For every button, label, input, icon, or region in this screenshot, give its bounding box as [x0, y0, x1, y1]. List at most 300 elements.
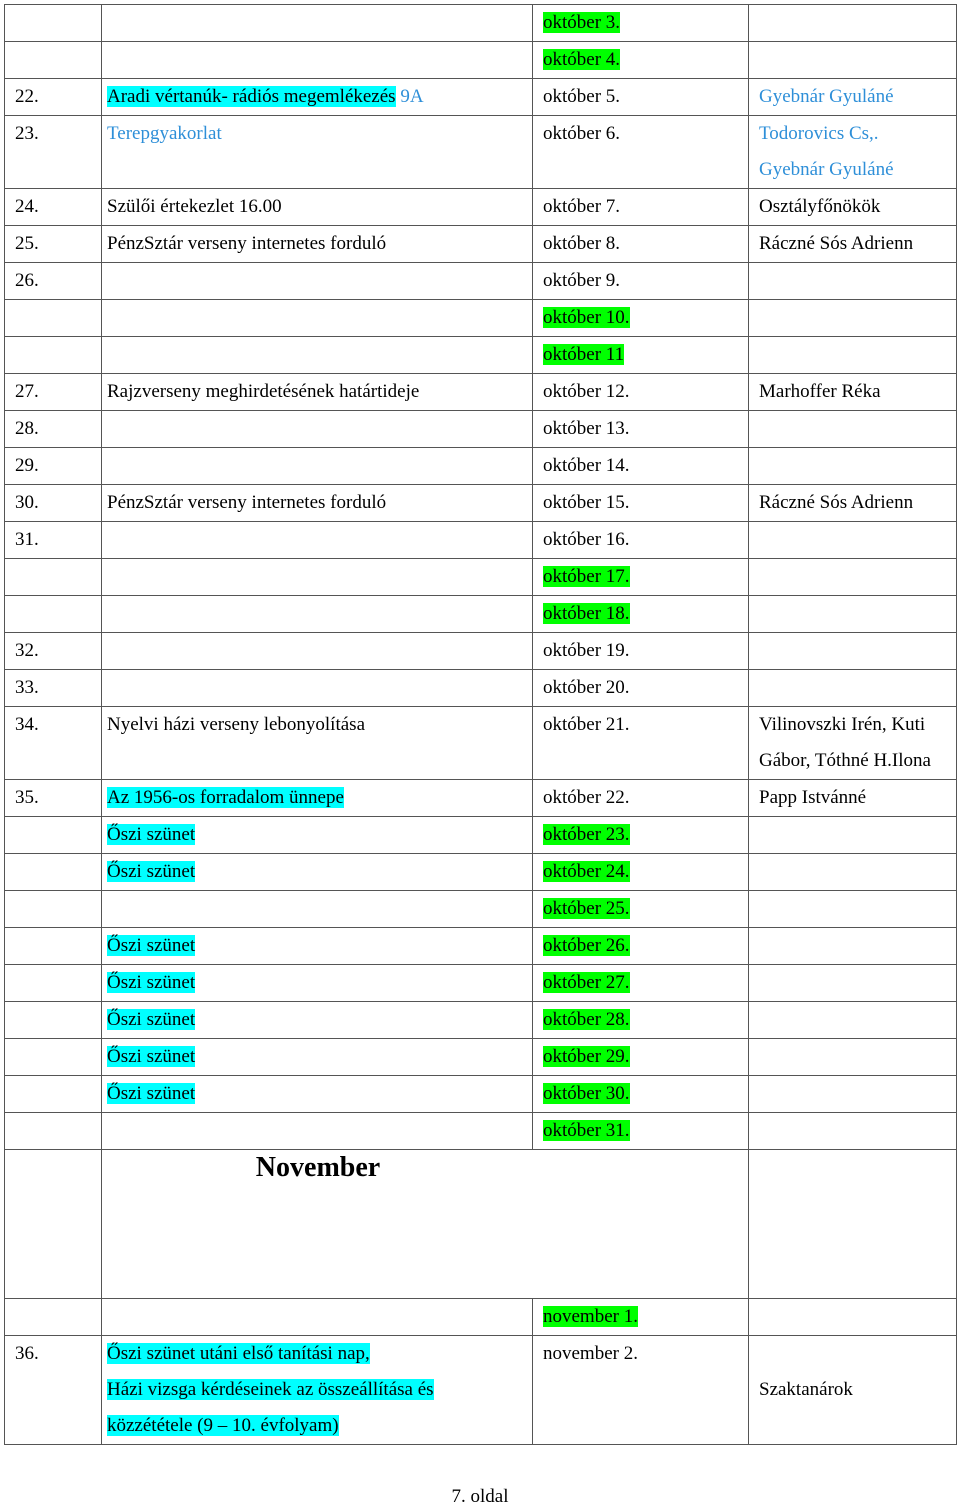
table-row — [5, 1113, 957, 1150]
date-text: október 15. — [543, 492, 630, 513]
date-text: október 10. — [543, 307, 630, 328]
date-text: október 27. — [543, 972, 630, 993]
row-event-line — [107, 42, 524, 78]
row-number — [5, 374, 102, 411]
row-event-line — [107, 1002, 524, 1038]
row-event-line — [107, 559, 524, 595]
row-event-line — [107, 670, 524, 706]
row-responsible — [749, 448, 957, 485]
row-number — [5, 965, 102, 1002]
row-date — [533, 189, 749, 226]
date-text: október 26. — [543, 935, 630, 956]
row-date-line — [543, 263, 740, 299]
row-event-line — [107, 226, 524, 262]
event-text: Őszi szünet — [107, 1046, 196, 1067]
table-row — [5, 891, 957, 928]
table-row — [5, 596, 957, 633]
row-number — [5, 891, 102, 928]
row-number — [5, 522, 102, 559]
row-date-line — [543, 5, 740, 41]
row-number — [5, 300, 102, 337]
row-date — [533, 670, 749, 707]
table-row — [5, 780, 957, 817]
table-row — [5, 670, 957, 707]
date-text: október 7. — [543, 196, 621, 217]
row-number-text: 35. — [15, 787, 39, 808]
row-responsible — [749, 226, 957, 263]
row-date-line — [543, 79, 740, 115]
row-responsible — [749, 1076, 957, 1113]
row-event-line — [107, 263, 524, 299]
row-responsible — [749, 522, 957, 559]
page-number: 7. oldal — [451, 1486, 509, 1507]
table-row — [5, 1299, 957, 1336]
row-event-line — [107, 116, 524, 152]
responsible-text: Ráczné Sós Adrienn — [759, 233, 914, 254]
row-event — [102, 448, 533, 485]
row-number-text — [15, 1002, 93, 1038]
row-event-line — [107, 1299, 524, 1335]
responsible-text: Gyebnár Gyuláné — [759, 86, 894, 107]
row-responsible — [749, 300, 957, 337]
row-date — [533, 1039, 749, 1076]
row-responsible — [749, 707, 957, 780]
row-event — [102, 226, 533, 263]
row-responsible — [749, 670, 957, 707]
row-event-line — [107, 411, 524, 447]
responsible-text-2: Gyebnár Gyuláné — [759, 159, 894, 180]
responsible-text — [759, 928, 948, 964]
row-event — [102, 263, 533, 300]
row-number — [5, 707, 102, 780]
responsible-text — [759, 891, 948, 927]
row-number — [5, 1002, 102, 1039]
row-date-line — [543, 965, 740, 1001]
row-number — [5, 1039, 102, 1076]
responsible-text: Ráczné Sós Adrienn — [759, 492, 914, 513]
row-event — [102, 522, 533, 559]
row-number-text: 22. — [15, 86, 39, 107]
event-line-3: közzététele (9 – 10. évfolyam) — [107, 1415, 339, 1436]
row-number-text: 29. — [15, 455, 39, 476]
table-row — [5, 1150, 957, 1299]
date-text: október 29. — [543, 1046, 630, 1067]
row-event — [102, 633, 533, 670]
row-number-text: 32. — [15, 640, 39, 661]
row-number — [5, 5, 102, 42]
row-date-line — [543, 707, 740, 743]
responsible-text — [759, 411, 948, 447]
row-responsible — [749, 965, 957, 1002]
row-date-line — [543, 374, 740, 410]
month-title: November — [255, 1152, 381, 1183]
row-number-text: 34. — [15, 714, 39, 735]
table-row — [5, 226, 957, 263]
row-date-line — [543, 522, 740, 558]
table-row — [5, 337, 957, 374]
responsible-text — [759, 965, 948, 1001]
date-text: október 23. — [543, 824, 630, 845]
date-text: október 3. — [543, 12, 621, 33]
row-event-line — [107, 891, 524, 927]
row-event-line — [107, 633, 524, 669]
row-number — [5, 1299, 102, 1336]
row-date — [533, 854, 749, 891]
row-date — [533, 596, 749, 633]
row-event — [102, 817, 533, 854]
row-event-line — [107, 485, 524, 521]
row-date — [533, 448, 749, 485]
responsible-text — [759, 854, 948, 890]
row-responsible — [749, 5, 957, 42]
table-row — [5, 817, 957, 854]
table-row — [5, 42, 957, 79]
row-date — [533, 226, 749, 263]
row-event — [102, 780, 533, 817]
event-text: Őszi szünet — [107, 935, 196, 956]
row-date — [533, 263, 749, 300]
date-text: október 30. — [543, 1083, 630, 1104]
row-event-line — [107, 79, 524, 115]
event-class-tag: 9A — [395, 86, 424, 107]
row-responsible — [749, 854, 957, 891]
row-date-line — [543, 189, 740, 225]
row-responsible — [749, 633, 957, 670]
event-text: Őszi szünet — [107, 1083, 196, 1104]
event-text: Rajzverseny meghirdetésének határtideje — [107, 381, 420, 402]
table-row — [5, 965, 957, 1002]
date-text: október 14. — [543, 455, 630, 476]
row-date — [533, 1076, 749, 1113]
row-event-line — [107, 1039, 524, 1075]
row-responsible — [749, 817, 957, 854]
event-text: Terepgyakorlat — [107, 123, 222, 144]
row-date-line — [543, 300, 740, 336]
row-responsible — [749, 596, 957, 633]
row-responsible: Szaktanárok — [749, 1336, 957, 1445]
date-text: október 18. — [543, 603, 630, 624]
event-text: Őszi szünet — [107, 824, 196, 845]
row-responsible — [749, 1113, 957, 1150]
responsible-text — [759, 633, 948, 669]
row-event — [102, 189, 533, 226]
date-text: október 31. — [543, 1120, 630, 1141]
table-row — [5, 79, 957, 116]
row-event-line — [107, 1076, 524, 1112]
row-event — [102, 1299, 533, 1336]
row-date — [533, 5, 749, 42]
row-responsible — [749, 263, 957, 300]
row-date-line — [543, 226, 740, 262]
row-date-line — [543, 337, 740, 373]
date-text: október 20. — [543, 677, 630, 698]
row-number — [5, 854, 102, 891]
row-date-line — [543, 116, 740, 152]
row-date — [533, 485, 749, 522]
responsible-text — [759, 1002, 948, 1038]
row-event — [102, 1113, 533, 1150]
table-row — [5, 263, 957, 300]
row-date — [533, 411, 749, 448]
row-event — [102, 891, 533, 928]
row-number-text — [15, 891, 93, 927]
table-row — [5, 485, 957, 522]
month-header-row — [5, 1150, 957, 1299]
date-text: október 9. — [543, 270, 621, 291]
row-responsible — [749, 1299, 957, 1336]
responsible-text — [759, 817, 948, 853]
row-date-line — [543, 485, 740, 521]
row-event — [102, 965, 533, 1002]
row-responsible — [749, 928, 957, 965]
responsible-text: Papp Istvánné — [759, 787, 867, 808]
row-date — [533, 1113, 749, 1150]
row-date-line — [543, 928, 740, 964]
row-event — [102, 1076, 533, 1113]
responsible-text — [759, 1039, 948, 1075]
row-number — [5, 1076, 102, 1113]
row-date — [533, 79, 749, 116]
row-number — [5, 411, 102, 448]
event-text: Őszi szünet — [107, 1009, 196, 1030]
row-date — [533, 42, 749, 79]
table-row — [5, 448, 957, 485]
month-title-cell — [102, 1150, 749, 1299]
row-number-text: 26. — [15, 270, 39, 291]
row-number-text: 27. — [15, 381, 39, 402]
event-text: PénzSztár verseny internetes forduló — [107, 233, 387, 254]
responsible-text — [759, 5, 948, 41]
row-number-text — [15, 42, 93, 78]
row-responsible — [749, 337, 957, 374]
date-text: november 1. — [543, 1306, 638, 1327]
month-num-cell — [5, 1150, 102, 1299]
row-event — [102, 670, 533, 707]
row-date-line — [543, 1002, 740, 1038]
row-date — [533, 374, 749, 411]
row-date — [533, 817, 749, 854]
date-text: október 6. — [543, 123, 621, 144]
table-row — [5, 116, 957, 189]
table-row — [5, 854, 957, 891]
row-date-line — [543, 1039, 740, 1075]
row-number — [5, 559, 102, 596]
row-number-text: 24. — [15, 196, 39, 217]
row-event-line — [107, 337, 524, 373]
row-number — [5, 817, 102, 854]
row-event-line — [107, 928, 524, 964]
row-date-line — [543, 448, 740, 484]
row-event — [102, 300, 533, 337]
row-number-text — [15, 965, 93, 1001]
row-event-line — [107, 5, 524, 41]
row-number-text — [15, 5, 93, 41]
row-date-line — [543, 1299, 740, 1335]
table-row — [5, 189, 957, 226]
row-event — [102, 1336, 533, 1445]
row-date — [533, 1002, 749, 1039]
row-number-text — [15, 559, 93, 595]
row-date-line — [543, 559, 740, 595]
row-date — [533, 928, 749, 965]
row-date: november 2. — [533, 1336, 749, 1445]
responsible-text — [759, 1076, 948, 1112]
row-event-line — [107, 596, 524, 632]
responsible-text: Marhoffer Réka — [759, 381, 881, 402]
row-date-line — [543, 817, 740, 853]
event-line-1: Őszi szünet utáni első tanítási nap, — [107, 1343, 370, 1364]
table-row — [5, 707, 957, 780]
row-number — [5, 1113, 102, 1150]
row-responsible — [749, 374, 957, 411]
row-event — [102, 374, 533, 411]
table-row — [5, 559, 957, 596]
date-text: október 16. — [543, 529, 630, 550]
row-responsible — [749, 189, 957, 226]
table-row — [5, 522, 957, 559]
event-text: Aradi vértanúk- rádiós megemlékezés — [107, 86, 396, 107]
row-number-text — [15, 1076, 93, 1112]
row-date — [533, 522, 749, 559]
row-responsible — [749, 79, 957, 116]
row-number — [5, 226, 102, 263]
responsible-text: Osztályfőnökök — [759, 196, 881, 217]
row-event — [102, 707, 533, 780]
event-text: Őszi szünet — [107, 861, 196, 882]
table-row — [5, 1039, 957, 1076]
row-event — [102, 1039, 533, 1076]
row-number-text — [15, 854, 93, 890]
date-text: október 12. — [543, 381, 630, 402]
row-event-line — [107, 707, 524, 743]
row-number — [5, 337, 102, 374]
row-number — [5, 263, 102, 300]
row-event-line — [107, 965, 524, 1001]
event-text: Az 1956-os forradalom ünnepe — [107, 787, 344, 808]
row-event-line — [107, 374, 524, 410]
row-number-text: 23. — [15, 123, 39, 144]
row-number-text — [15, 928, 93, 964]
row-event — [102, 596, 533, 633]
row-date — [533, 337, 749, 374]
responsible-text — [759, 263, 948, 299]
row-event-line — [107, 780, 524, 816]
responsible-text: Todorovics Cs,. — [759, 123, 879, 144]
row-responsible — [749, 411, 957, 448]
row-number-text — [15, 596, 93, 632]
month-resp-cell — [749, 1150, 957, 1299]
event-text: PénzSztár verseny internetes forduló — [107, 492, 387, 513]
row-event-line — [107, 817, 524, 853]
row-date-line — [543, 1076, 740, 1112]
date-text: október 13. — [543, 418, 630, 439]
row-event-line — [107, 448, 524, 484]
responsible-text — [759, 522, 948, 558]
row-event — [102, 411, 533, 448]
row-event — [102, 928, 533, 965]
responsible-text — [759, 596, 948, 632]
event-line-2: Házi vizsga kérdéseinek az összeállítása és — [107, 1379, 434, 1400]
row-responsible — [749, 1002, 957, 1039]
event-text: Szülői értekezlet 16.00 — [107, 196, 282, 217]
row-number — [5, 780, 102, 817]
event-text: Őszi szünet — [107, 972, 196, 993]
row-event-line — [107, 189, 524, 225]
responsible-text — [759, 300, 948, 336]
table-row — [5, 300, 957, 337]
row-date-line — [543, 670, 740, 706]
table-row — [5, 1002, 957, 1039]
date-text: október 8. — [543, 233, 621, 254]
row-event — [102, 5, 533, 42]
row-number-text — [15, 1299, 93, 1335]
responsible-text: Vilinovszki Irén, Kuti — [759, 714, 926, 735]
responsible-text — [759, 670, 948, 706]
responsible-text — [759, 559, 948, 595]
row-event — [102, 116, 533, 189]
row-date-line — [543, 596, 740, 632]
table-row — [5, 1076, 957, 1113]
row-responsible — [749, 116, 957, 189]
responsible-text — [759, 1299, 948, 1335]
row-date — [533, 559, 749, 596]
row-event — [102, 79, 533, 116]
table-row — [5, 633, 957, 670]
date-text: október 28. — [543, 1009, 630, 1030]
row-date-line — [543, 42, 740, 78]
row-number — [5, 596, 102, 633]
row-event-line — [107, 522, 524, 558]
responsible-text — [759, 42, 948, 78]
row-date-line — [543, 780, 740, 816]
row-number — [5, 485, 102, 522]
row-responsible — [749, 42, 957, 79]
responsible-text-2: Gábor, Tóthné H.Ilona — [759, 750, 931, 771]
table-row — [5, 411, 957, 448]
row-date-line — [543, 1113, 740, 1149]
row-number-text: 28. — [15, 418, 39, 439]
row-responsible — [749, 1039, 957, 1076]
row-number — [5, 116, 102, 189]
row-event — [102, 854, 533, 891]
row-number-text: 25. — [15, 233, 39, 254]
row-date-line — [543, 411, 740, 447]
row-number-text — [15, 300, 93, 336]
responsible-text — [759, 1113, 948, 1149]
date-text: október 24. — [543, 861, 630, 882]
row-event — [102, 485, 533, 522]
event-text: Nyelvi házi verseny lebonyolítása — [107, 714, 366, 735]
last-row-body — [5, 1336, 957, 1445]
date-text: október 22. — [543, 787, 630, 808]
date-text: október 25. — [543, 898, 630, 919]
row-number — [5, 633, 102, 670]
row-date-line — [543, 854, 740, 890]
row-date — [533, 633, 749, 670]
row-responsible — [749, 485, 957, 522]
row-event-line — [107, 854, 524, 890]
date-text: október 17. — [543, 566, 630, 587]
table-row — [5, 374, 957, 411]
row-number — [5, 928, 102, 965]
november-rows — [5, 1299, 957, 1336]
schedule-table — [4, 4, 957, 1445]
table-row — [5, 5, 957, 42]
row-number-text: 31. — [15, 529, 39, 550]
row-number-text: 33. — [15, 677, 39, 698]
row-number — [5, 189, 102, 226]
date-text: október 11 — [543, 344, 625, 365]
